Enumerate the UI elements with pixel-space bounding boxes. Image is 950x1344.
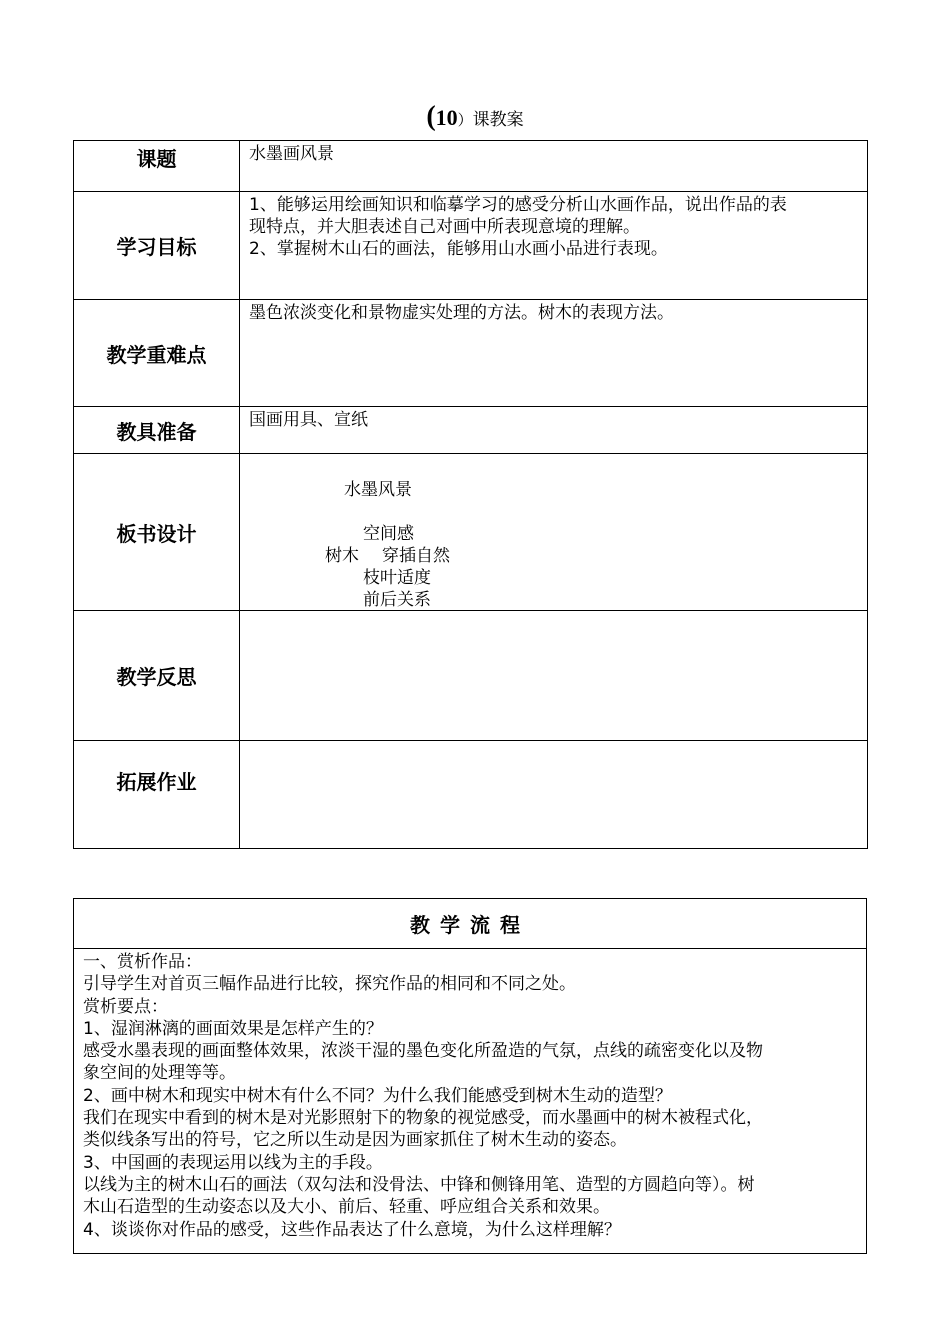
title-open-paren: ( [426, 101, 436, 132]
flow-line: 木山石造型的生动姿态以及大小、前后、轻重、呼应组合关系和效果。 [83, 1197, 610, 1218]
board-item: 空间感 [363, 524, 414, 544]
board-item: 穿插自然 [382, 546, 450, 566]
title-number: 10 [435, 105, 458, 130]
row-board-design [74, 454, 868, 611]
flow-line: 以线为主的树木山石的画法（双勾法和没骨法、中锋和侧锋用笔、造型的方圆趋向等）。树 [83, 1174, 755, 1195]
flow-line: 一、赏析作品： [83, 952, 202, 972]
flow-line: 我们在现实中看到的树木是对光影照射下的物象的视觉感受，而水墨画中的树木被程式化， [83, 1108, 763, 1129]
homework-label: 拓展作业 [74, 741, 240, 849]
objectives-label: 学习目标 [74, 192, 240, 300]
objectives-line: 1、能够运用绘画知识和临摹学习的感受分析山水画作品，说出作品的表 [249, 195, 787, 215]
key-points-value: 墨色浓淡变化和景物虚实处理的方法。树木的表现方法。 [240, 300, 868, 407]
row-objectives [74, 192, 868, 300]
title-suffix: 课教案 [472, 110, 524, 130]
homework-value [240, 741, 868, 849]
flow-line: 赏析要点： [83, 996, 168, 1017]
flow-line: 象空间的处理等等。 [83, 1063, 236, 1084]
flow-line: 感受水墨表现的画面整体效果，浓淡干湿的墨色变化所盈造的气氛，点线的疏密变化以及物 [83, 1041, 763, 1062]
row-homework [74, 741, 868, 849]
flow-line: 3、中国画的表现运用以线为主的手段。 [83, 1152, 383, 1173]
materials-value: 国画用具、宣纸 [240, 407, 868, 454]
flow-header-row [74, 899, 867, 949]
objectives-value [240, 192, 868, 300]
objectives-line: 2、掌握树木山石的画法，能够用山水画小品进行表现。 [249, 239, 668, 259]
flow-line: 2、画中树木和现实中树木有什么不同？为什么我们能感受到树木生动的造型？ [83, 1085, 672, 1106]
row-topic [74, 141, 868, 192]
flow-line: 类似线条写出的符号，它之所以生动是因为画家抓住了树木生动的姿态。 [83, 1130, 627, 1151]
flow-line: 4、谈谈你对作品的感受，这些作品表达了什么意境，为什么这样理解？ [83, 1219, 621, 1240]
flow-header: 教学流程 [74, 899, 867, 949]
objectives-line: 现特点，并大胆表述自己对画中所表现意境的理解。 [249, 217, 640, 237]
board-design-label: 板书设计 [74, 454, 240, 611]
board-title: 水墨风景 [344, 480, 412, 500]
key-points-label: 教学重难点 [74, 300, 240, 407]
flow-body-row [74, 949, 867, 1254]
flow-line: 1、湿润淋漓的画面效果是怎样产生的？ [83, 1018, 383, 1039]
materials-label: 教具准备 [74, 407, 240, 454]
document-title [0, 102, 950, 135]
board-design-value [240, 454, 868, 611]
board-main-item: 树木 [325, 546, 359, 566]
row-key-points [74, 300, 868, 407]
teaching-flow-table [73, 898, 867, 1254]
board-item: 枝叶适度 [363, 568, 431, 588]
flow-line: 引导学生对首页三幅作品进行比较，探究作品的相同和不同之处。 [83, 974, 576, 995]
topic-value: 水墨画风景 [240, 141, 868, 192]
reflection-label: 教学反思 [74, 611, 240, 741]
board-diagram [240, 454, 867, 610]
topic-label: 课题 [74, 141, 240, 192]
lesson-plan-table [73, 140, 868, 849]
row-materials [74, 407, 868, 454]
title-close-paren: ） [457, 111, 473, 129]
flow-body [74, 949, 867, 1254]
board-item: 前后关系 [363, 590, 431, 610]
row-reflection [74, 611, 868, 741]
reflection-value [240, 611, 868, 741]
